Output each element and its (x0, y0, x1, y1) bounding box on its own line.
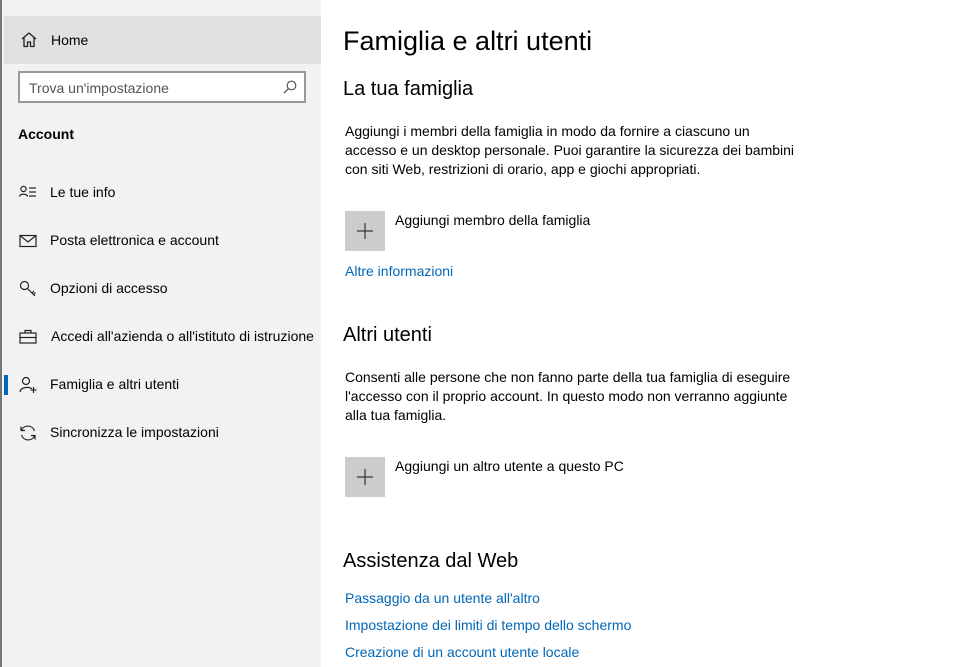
add-tile (345, 211, 385, 251)
sidebar-item-sign-in-options[interactable] (4, 265, 323, 313)
section-heading-web-help: Assistenza dal Web (343, 550, 519, 572)
sidebar-item-label: Le tue info (50, 184, 116, 200)
home-icon (20, 31, 38, 49)
add-other-user-button[interactable] (345, 457, 705, 497)
main-content (321, 0, 953, 667)
section-title-account: Account (18, 126, 74, 142)
add-person-icon (18, 375, 38, 395)
home-label: Home (51, 32, 89, 48)
family-description: Aggiungi i membri della famiglia in modo da fornire a ciascuno un accesso e un desktop personale. Puoi garantire la sicurezza dei bambini con siti Web, restrizioni di orario, app e giochi appropriati. (345, 123, 795, 177)
add-tile (345, 457, 385, 497)
more-info-link[interactable]: Altre informazioni (345, 263, 454, 279)
sidebar-item-sync-settings[interactable] (4, 409, 323, 457)
sidebar-item-family-other-users[interactable] (4, 361, 323, 409)
sidebar-item-label: Accedi all'azienda o all'istituto di istruzione (51, 328, 314, 344)
section-heading-other-users: Altri utenti (343, 324, 432, 346)
user-info-icon (18, 183, 38, 203)
sidebar-item-access-work-school[interactable] (4, 313, 323, 361)
sidebar-item-label: Sincronizza le impostazioni (50, 424, 219, 440)
sidebar-item-label: Posta elettronica e account (50, 232, 219, 248)
help-link-create-local-account[interactable]: Creazione di un account utente locale (345, 644, 580, 660)
other-users-description: Consenti alle persone che non fanno parte della tua famiglia di eseguire l'accesso con il proprio account. In questo modo non verranno aggiunte alla tua famiglia. (345, 369, 791, 423)
sidebar-item-label: Famiglia e altri utenti (50, 376, 180, 392)
sidebar-item-label: Opzioni di accesso (50, 280, 168, 296)
selection-indicator (4, 375, 8, 395)
home-button[interactable] (4, 16, 323, 64)
sidebar-item-email-accounts[interactable] (4, 217, 323, 265)
briefcase-icon (18, 327, 38, 347)
page-title: Famiglia e altri utenti (343, 26, 593, 56)
add-family-member-label: Aggiungi membro della famiglia (395, 212, 591, 228)
help-link-switch-users[interactable]: Passaggio da un utente all'altro (345, 590, 540, 606)
plus-icon (356, 222, 374, 240)
help-link-screen-time-limits[interactable]: Impostazione dei limiti di tempo dello schermo (345, 617, 632, 633)
sync-icon (18, 423, 38, 443)
section-heading-family: La tua famiglia (343, 78, 474, 100)
search-input[interactable] (29, 79, 269, 97)
add-family-member-button[interactable] (345, 211, 705, 251)
sidebar-item-your-info[interactable] (4, 169, 323, 217)
search-icon[interactable] (282, 79, 298, 95)
add-other-user-label: Aggiungi un altro utente a questo PC (395, 458, 624, 474)
plus-icon (356, 468, 374, 486)
key-icon (18, 279, 38, 299)
mail-icon (18, 231, 38, 251)
sidebar (0, 0, 321, 667)
search-box[interactable] (18, 71, 306, 103)
